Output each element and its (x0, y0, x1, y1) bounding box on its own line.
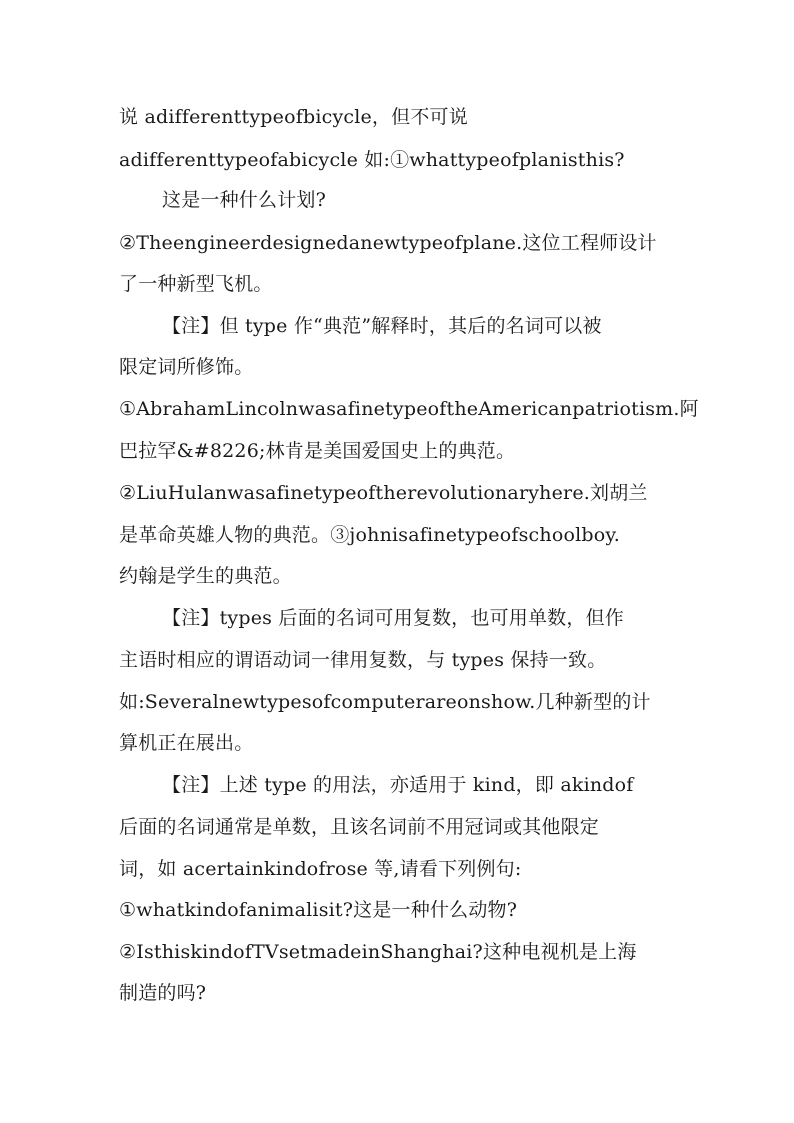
text-line-16: 算机正在展出。 (119, 732, 254, 754)
text-line-2: adifferenttypeofabicycle 如:①whattypeofplanisthis? (119, 149, 625, 171)
text-line-18: 后面的名词通常是单数，且该名词前不用冠词或其他限定 (119, 816, 600, 838)
text-line-19: 词，如 acertainkindofrose 等,请看下列例句: (119, 858, 522, 880)
text-line-12: 约翰是学生的典范。 (119, 565, 292, 587)
text-line-4: ②Theengineerdesignedanewtypeofplane.这位工程师设计 (119, 232, 657, 254)
text-line-1: 说 adifferenttypeofbicycle，但不可说 (119, 106, 468, 128)
text-line-15: 如:Severalnewtypesofcomputerareonshow.几种新型的计 (119, 691, 651, 713)
text-line-5: 了一种新型飞机。 (119, 273, 273, 295)
text-line-22: 制造的吗? (119, 982, 207, 1004)
text-line-13: 【注】types 后面的名词可用复数，也可用单数，但作 (162, 607, 624, 629)
text-line-8: ①AbrahamLincolnwasafinetypeoftheAmericanpatriotism.阿 (119, 398, 699, 420)
text-line-6: 【注】但 type 作“典范”解释时，其后的名词可以被 (162, 315, 602, 337)
text-line-20: ①whatkindofanimalisit?这是一种什么动物? (119, 899, 518, 921)
text-line-17: 【注】上述 type 的用法，亦适用于 kind，即 akindof (162, 774, 634, 796)
text-line-3: 这是一种什么计划? (162, 189, 326, 211)
text-line-10: ②LiuHulanwasafinetypeoftherevolutionaryhere.刘胡兰 (119, 482, 648, 504)
text-line-9: 巴拉罕&#8226;林肯是美国爱国史上的典范。 (119, 440, 516, 462)
text-line-14: 主语时相应的谓语动词一律用复数，与 types 保持一致。 (119, 649, 607, 671)
text-line-7: 限定词所修饰。 (119, 356, 254, 378)
text-line-11: 是革命英雄人物的典范。③johnisafinetypeofschoolboy. (119, 524, 621, 546)
text-line-21: ②IsthiskindofTVsetmadeinShanghai?这种电视机是上海 (119, 941, 637, 963)
